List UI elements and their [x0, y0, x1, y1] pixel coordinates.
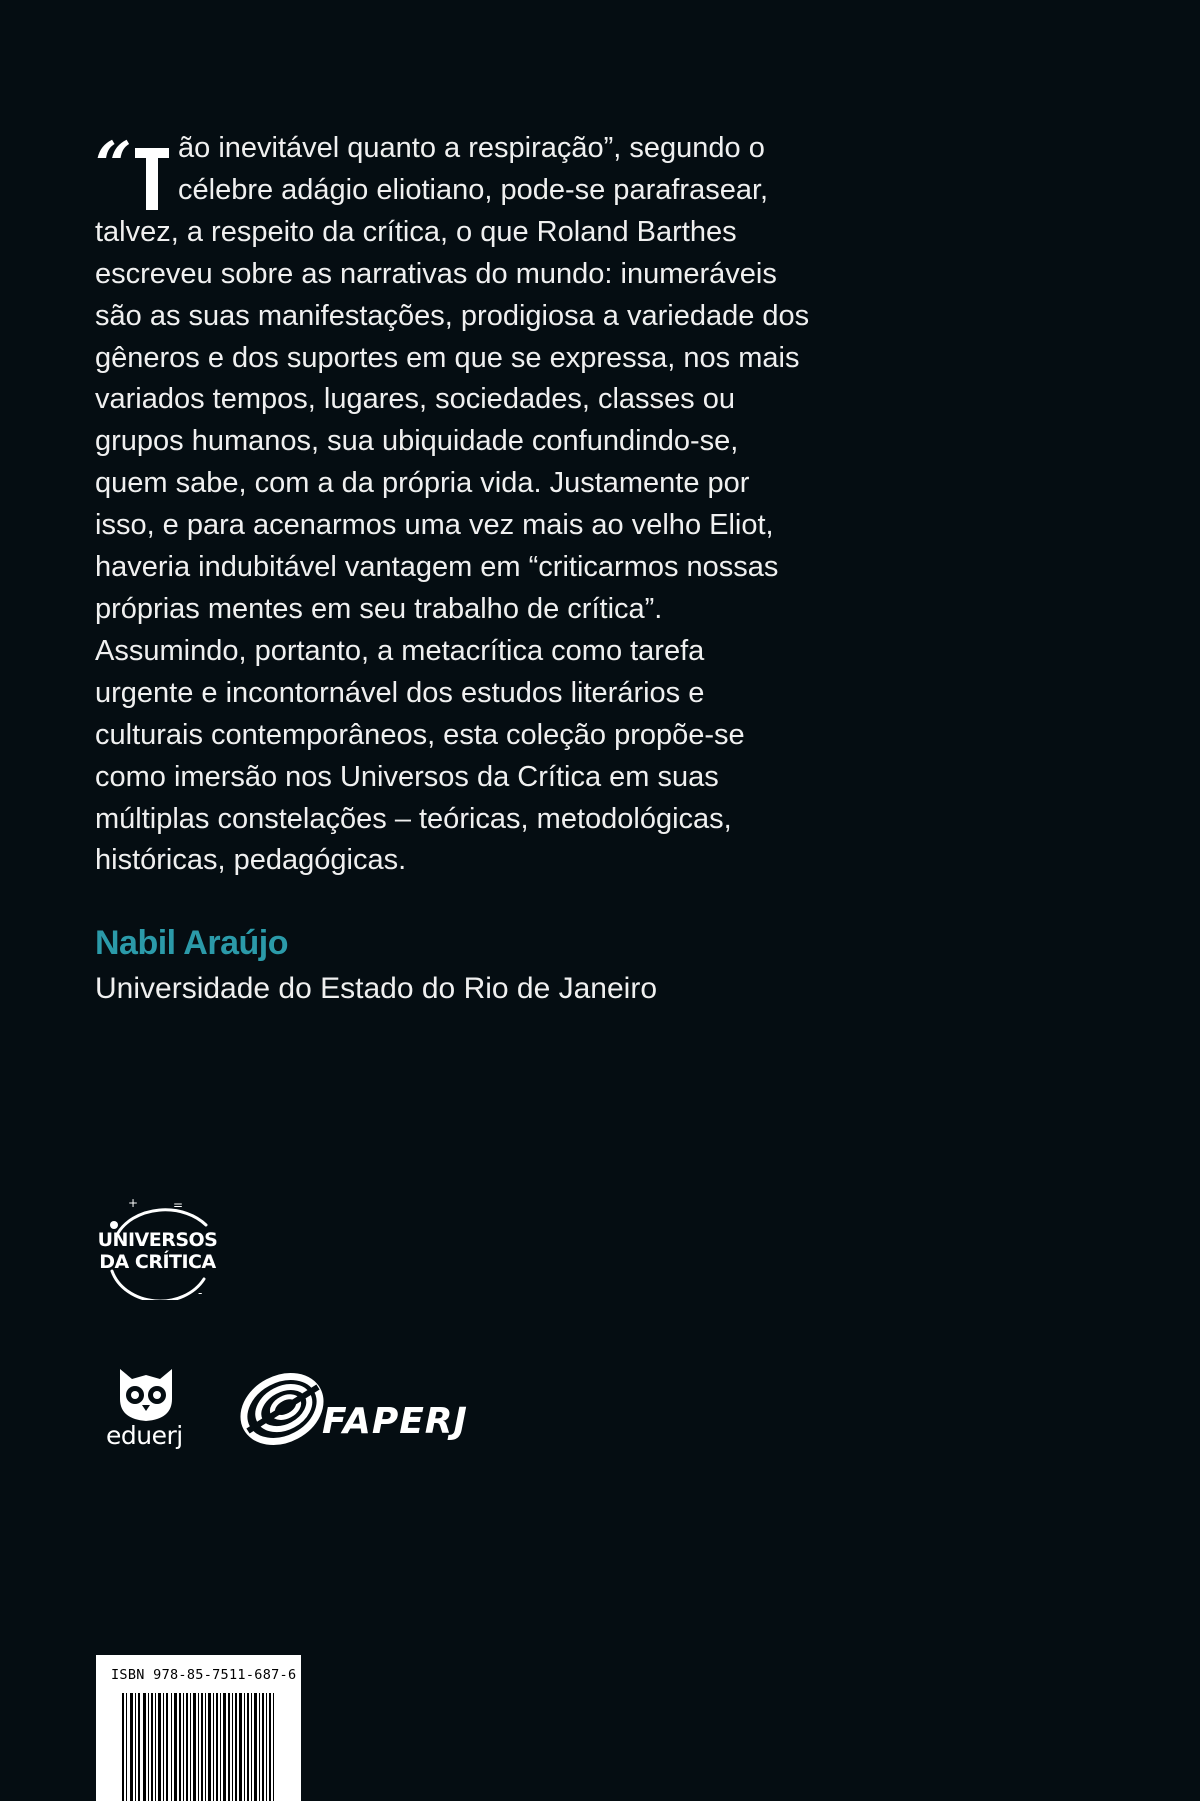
blurb-line: múltiplas constelações – teóricas, metodológicas, — [95, 802, 732, 835]
blurb-line: quem sabe, com a da própria vida. Justamente por — [95, 467, 750, 500]
collection-logo-line2: DA CRÍTICA — [99, 1251, 216, 1273]
blurb-line: urgente e incontornável dos estudos literários e — [95, 676, 705, 709]
svg-text:=: = — [173, 1198, 184, 1212]
blurb-line: próprias mentes em seu trabalho de crítica”. — [95, 592, 663, 625]
owl-icon — [100, 1365, 190, 1425]
author-affiliation: Universidade do Estado do Rio de Janeiro — [95, 972, 658, 1005]
blurb-line: isso, e para acenarmos uma vez mais ao velho Eliot, — [95, 509, 774, 542]
faperj-logo — [238, 1365, 518, 1455]
blurb-text — [95, 128, 885, 882]
svg-text:-: - — [198, 1286, 203, 1300]
eduerj-wordmark: eduerj — [106, 1421, 183, 1450]
isbn-barcode-box — [96, 1655, 301, 1801]
blurb-line: como imersão nos Universos da Crítica em suas — [95, 760, 719, 793]
blurb-line: grupos humanos, sua ubiquidade confundindo-se, — [95, 425, 739, 458]
eduerj-logo — [100, 1365, 200, 1460]
blurb-line: variados tempos, lugares, sociedades, classes ou — [95, 383, 735, 416]
author-name: Nabil Araújo — [95, 924, 288, 962]
blurb-line: gêneros e dos suportes em que se expressa, nos mais — [95, 341, 800, 374]
opening-quote-mark: “ — [95, 128, 132, 203]
blurb-line: célebre adágio eliotiano, pode-se parafrasear, — [178, 173, 769, 206]
blurb-line: Assumindo, portanto, a metacrítica como tarefa — [95, 634, 705, 667]
blurb-line: culturais contemporâneos, esta coleção propõe-se — [95, 718, 745, 751]
faperj-spiral-icon — [238, 1365, 333, 1455]
collection-logo-line1: UNIVERSOS — [97, 1229, 218, 1251]
svg-text:+: + — [128, 1196, 139, 1210]
universos-da-critica-logo — [97, 1195, 225, 1300]
blurb-line: históricas, pedagógicas. — [95, 844, 407, 877]
blurb-line: ão inevitável quanto a respiração”, segundo o — [178, 132, 765, 164]
isbn-number: ISBN 978-85-7511-687-6 — [111, 1667, 297, 1683]
blurb-line: são as suas manifestações, prodigiosa a variedade dos — [95, 299, 810, 332]
blurb-line: talvez, a respeito da crítica, o que Roland Barthes — [95, 215, 737, 248]
faperj-wordmark: FAPERJ — [322, 1401, 468, 1442]
blurb-line: haveria indubitável vantagem em “criticarmos nossas — [95, 551, 779, 584]
blurb-line: escreveu sobre as narrativas do mundo: inumeráveis — [95, 257, 777, 290]
barcode-icon — [122, 1693, 277, 1801]
